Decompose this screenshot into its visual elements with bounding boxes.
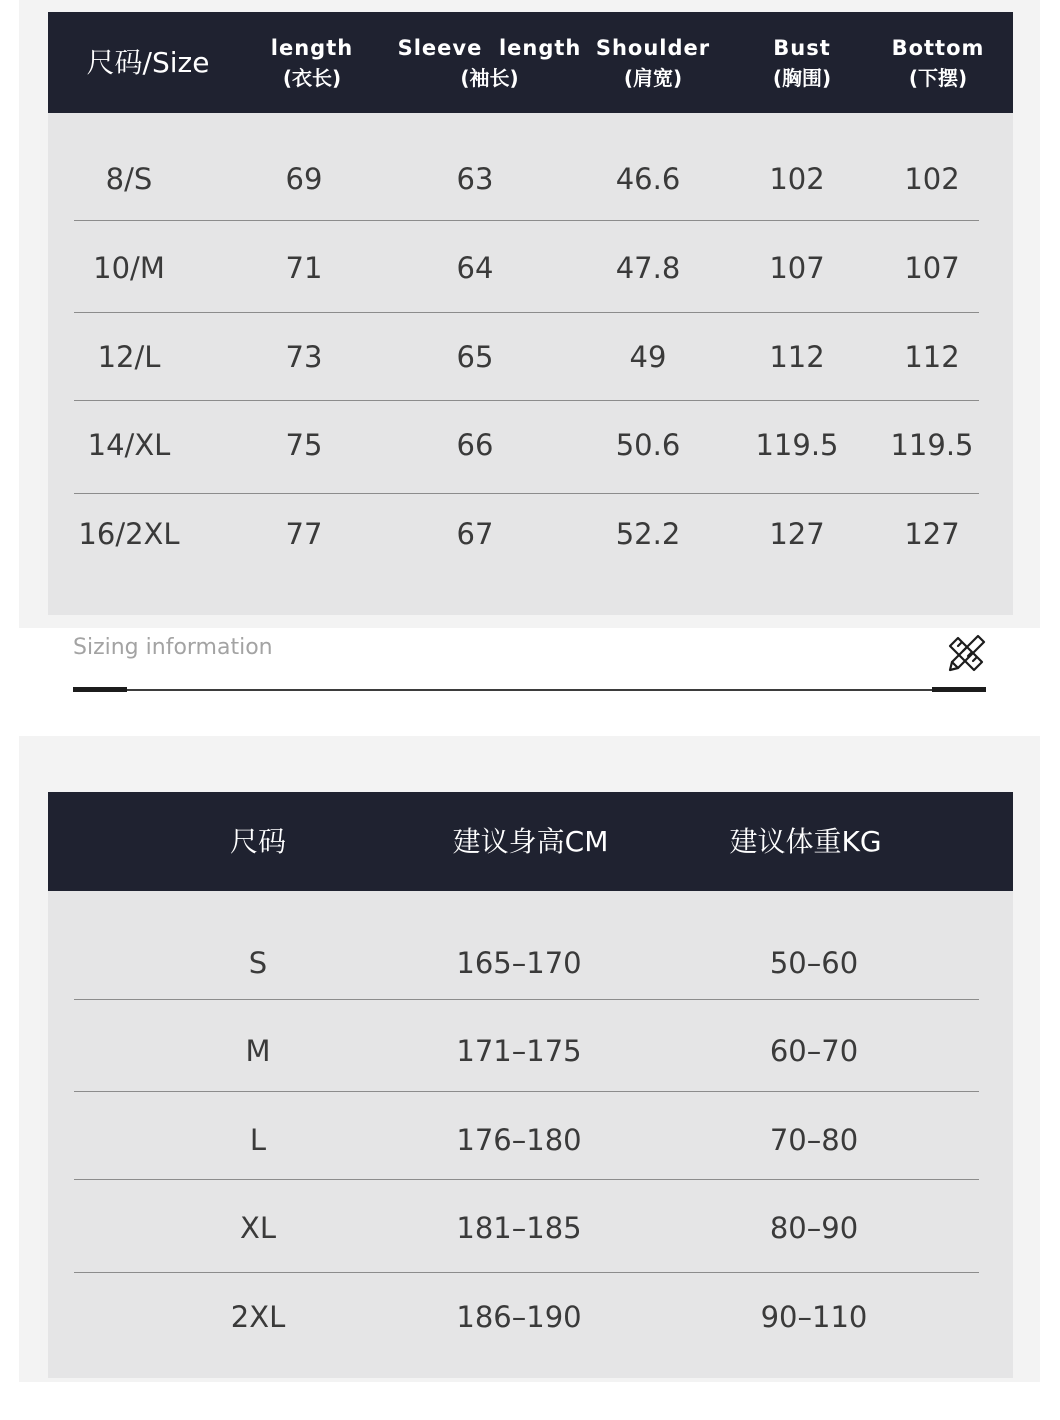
- size-cell: 12/L: [97, 340, 161, 374]
- row-divider: [74, 312, 979, 313]
- recommend-row: [74, 1011, 979, 1091]
- header-size: [48, 12, 248, 113]
- length-cell: 75: [285, 428, 323, 462]
- header-length-label: length: [270, 35, 354, 60]
- size-row: [74, 494, 979, 574]
- header-size-label: 尺码/Size: [86, 45, 210, 79]
- header-bottom-label: Bottom: [891, 35, 985, 60]
- shoulder-cell: 49: [629, 340, 667, 374]
- header-height: [428, 792, 633, 891]
- height-cell: 165–170: [456, 946, 582, 980]
- recommend-chart-table: [48, 792, 1013, 1378]
- length-cell: 71: [285, 251, 323, 285]
- sleeve-cell: 64: [456, 251, 494, 285]
- size-row: [74, 317, 979, 397]
- bottom-cell: 112: [904, 340, 960, 374]
- bottom-cell: 107: [904, 251, 960, 285]
- size-cell: XL: [239, 1211, 277, 1245]
- row-divider: [74, 400, 979, 401]
- header-weight: [703, 792, 908, 891]
- header-height-label: 建议身高CM: [452, 824, 609, 858]
- bust-cell: 119.5: [755, 428, 839, 462]
- ruler-pencil-icon: [944, 632, 988, 676]
- header-bust-cn: (胸围): [772, 65, 832, 90]
- row-divider: [74, 1179, 979, 1180]
- header-size-cn: [178, 792, 338, 891]
- sleeve-cell: 65: [456, 340, 494, 374]
- length-cell: 77: [285, 517, 323, 551]
- size-row: [74, 405, 979, 485]
- height-cell: 186–190: [456, 1300, 582, 1334]
- weight-cell: 50–60: [769, 946, 859, 980]
- section-divider: [73, 689, 986, 691]
- size-cell: 16/2XL: [78, 517, 180, 551]
- header-bottom: [868, 12, 1008, 113]
- header-shoulder-label: Shoulder: [595, 35, 711, 60]
- header-weight-label: 建议体重KG: [729, 824, 882, 858]
- header-bust-label: Bust: [773, 35, 831, 60]
- shoulder-cell: 46.6: [615, 162, 681, 196]
- divider-cap-right: [932, 687, 986, 692]
- recommend-row: [74, 1277, 979, 1357]
- header-length: [222, 12, 402, 113]
- recommend-row: [74, 1188, 979, 1268]
- header-size-cn-label: 尺码: [229, 824, 286, 858]
- length-cell: 69: [285, 162, 323, 196]
- weight-cell: 60–70: [769, 1034, 859, 1068]
- row-divider: [74, 1272, 979, 1273]
- row-divider: [74, 1091, 979, 1092]
- shoulder-cell: 47.8: [615, 251, 681, 285]
- shoulder-cell: 50.6: [615, 428, 681, 462]
- shoulder-cell: 52.2: [615, 517, 681, 551]
- weight-cell: 80–90: [769, 1211, 859, 1245]
- sleeve-cell: 63: [456, 162, 494, 196]
- sleeve-cell: 67: [456, 517, 494, 551]
- size-cell: 10/M: [93, 251, 165, 285]
- size-cell: 2XL: [230, 1300, 286, 1334]
- sizing-info-caption: Sizing information: [73, 635, 273, 660]
- bottom-cell: 127: [904, 517, 960, 551]
- bust-cell: 107: [769, 251, 825, 285]
- recommend-row: [74, 923, 979, 1003]
- weight-cell: 90–110: [760, 1300, 868, 1334]
- size-chart-header: [48, 12, 1013, 113]
- size-chart-table: [48, 12, 1013, 615]
- size-cell: S: [248, 946, 268, 980]
- header-shoulder-cn: (肩宽): [623, 65, 683, 90]
- weight-cell: 70–80: [769, 1123, 859, 1157]
- row-divider: [74, 220, 979, 221]
- bust-cell: 127: [769, 517, 825, 551]
- size-row: [74, 139, 979, 219]
- size-cell: L: [249, 1123, 267, 1157]
- size-cell: 14/XL: [87, 428, 171, 462]
- header-length-cn: (衣长): [282, 65, 342, 90]
- recommend-row: [74, 1100, 979, 1180]
- size-cell: 8/S: [105, 162, 153, 196]
- length-cell: 73: [285, 340, 323, 374]
- header-bust: [732, 12, 872, 113]
- size-cell: M: [245, 1034, 271, 1068]
- header-bottom-cn: (下摆): [908, 65, 968, 90]
- bust-cell: 112: [769, 340, 825, 374]
- header-sleeve-cn: (袖长): [460, 65, 519, 90]
- bottom-cell: 102: [904, 162, 960, 196]
- divider-cap-left: [73, 687, 127, 692]
- bottom-cell: 119.5: [890, 428, 974, 462]
- recommend-chart-header: [48, 792, 1013, 891]
- height-cell: 176–180: [456, 1123, 582, 1157]
- header-sleeve: [387, 12, 592, 113]
- bust-cell: 102: [769, 162, 825, 196]
- height-cell: 171–175: [456, 1034, 582, 1068]
- header-sleeve-label: Sleeve length: [397, 35, 582, 60]
- row-divider: [74, 999, 979, 1000]
- height-cell: 181–185: [456, 1211, 582, 1245]
- size-row: [74, 228, 979, 308]
- header-shoulder: [563, 12, 743, 113]
- sleeve-cell: 66: [456, 428, 494, 462]
